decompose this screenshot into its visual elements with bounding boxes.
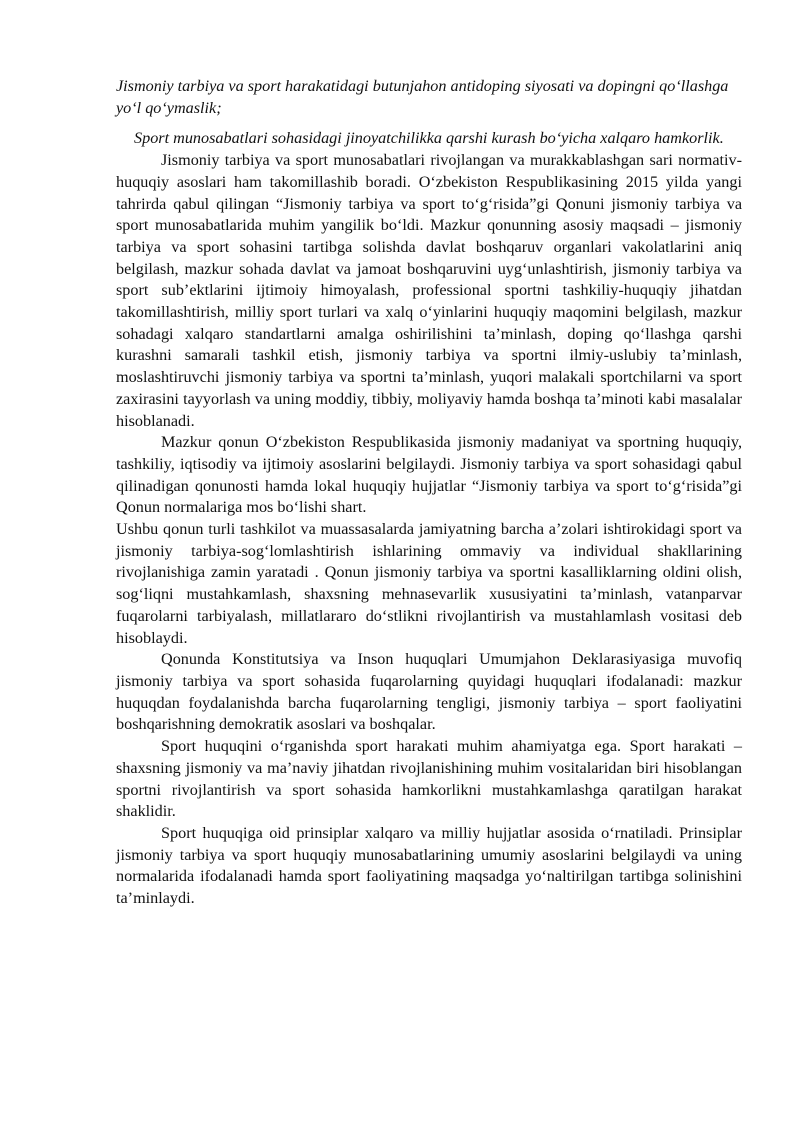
document-body [116,76,742,910]
paragraph-2: Mazkur qonun Oʻzbekiston Respublikasida jismoniy madaniyat va sportning huquqiy, tashkiliy, iqtisodiy va ijtimoiy asoslarini belgilaydi. Jismoniy tarbiya va sport sohasidagi qabul qilinadigan qonunosti hamda lokal huquqiy hujjatlar “Jismoniy tarbiya va sport toʻgʻrisida”gi Qonun normalariga mos boʻlishi shart. [116,433,742,517]
paragraph-3: Ushbu qonun turli tashkilot va muassasalarda jamiyatning barcha aʼzolari ishtirokidagi sport va jismoniy tarbiya-sogʻlomlashtirish ishlarining ommaviy va individual shakllarining rivojlanishiga zamin yaratadi . Qonun jismoniy tarbiya va sportni kasalliklarning oldini olish, sogʻliqni mustahkamlash, shaxsning mehnasevarlik xususiyatini taʼminlash, vatanparvar fuqarolarni tarbiyalash, millatlararo doʻstlikni rivojlantirish va mustahlamlash vositasi deb hisoblaydi. [116,520,742,647]
paragraph-4: Qonunda Konstitutsiya va Inson huquqlari Umumjahon Deklarasiyasiga muvofiq jismoniy tarbiya va sport sohasida fuqarolarning quyidagi huquqlari ifodalanadi: mazkur huquqdan foydalanishda barcha fuqarolarning tengligi, jismoniy tarbiya – sport faoliyatini boshqarishning demokratik asoslari va boshqalar. [116,650,742,734]
italic-list-item-antidoping: Jismoniy tarbiya va sport harakatidagi butunjahon antidoping siyosati va dopingni qoʻllashga yoʻl qoʻymaslik; [116,77,729,117]
italic-list-item-cooperation: Sport munosabatlari sohasidagi jinoyatchilikka qarshi kurash boʻyicha xalqaro hamkorlik. [134,129,724,148]
paragraph-1: Jismoniy tarbiya va sport munosabatlari rivojlangan va murakkablashgan sari normativ-huquqiy asoslari ham takomillashib boradi. Oʻzbekiston Respublikasining 2015 yilda yangi tahrirda qabul qilingan “Jismoniy tarbiya va sport toʻgʻrisida”gi Qonuni jismoniy tarbiya va sport munosabatlarida muhim yangilik boʻldi. Mazkur qonunning asosiy maqsadi – jismoniy tarbiya va sport sohasini tartibga solishda davlat boshqaruv organlari vakolatlarini aniq belgilash, mazkur sohada davlat va jamoat boshqaruvini uygʻunlashtirish, jismoniy tarbiya va sport subʼektlarini ijtimoiy himoyalash, professional sportni tashkiliy-huquqiy jihatdan takomillashtirish, milliy sport turlari va xalq oʻyinlarini huquqiy maqomini belgilash, mazkur sohadagi xalqaro standartlarni amalga oshirilishini taʼminlash, doping qoʻllashga qarshi kurashni samarali tashkil etish, jismoniy tarbiya va sportni ilmiy-uslubiy taʼminlash, moslashtiruvchi jismoniy tarbiya va sportni taʼminlash, yuqori malakali sportchilarni va sport zaxirasini tayyorlash va uning moddiy, tibbiy, moliyaviy hamda boshqa taʼminoti kabi masalalar hisoblanadi. [116,151,742,430]
paragraph-5: Sport huquqini oʻrganishda sport harakati muhim ahamiyatga ega. Sport harakati – shaxsning jismoniy va maʼnaviy jihatdan rivojlanishining muhim vositalaridan biri hisoblangan sportni rivojlantirish va sport sohasida hamkorlikni mustahkamlashga qaratilgan harakat shaklidir. [116,737,742,821]
paragraph-6: Sport huquqiga oid prinsiplar xalqaro va milliy hujjatlar asosida oʻrnatiladi. Prinsiplar jismoniy tarbiya va sport huquqiy munosabatlarining umumiy asoslarini belgilaydi va uning normalarida ifodalanadi hamda sport faoliyatining maqsadga yoʻnaltirilgan tartibga solinishini taʼminlaydi. [116,823,742,908]
